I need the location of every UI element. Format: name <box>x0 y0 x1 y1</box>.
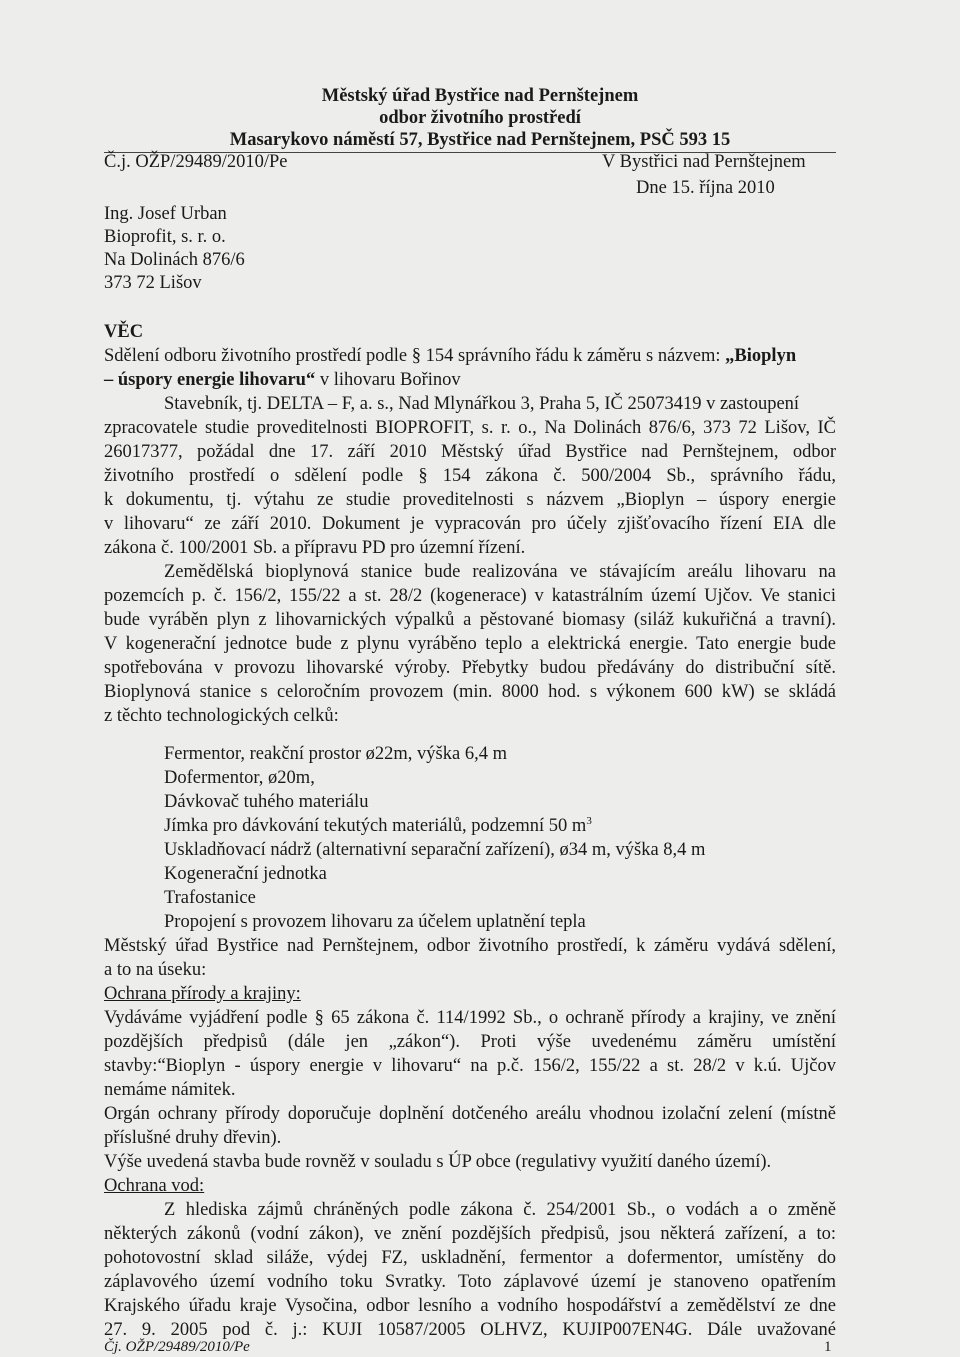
recipient-street: Na Dolinách 876/6 <box>104 250 245 270</box>
p1-line: zpracovatele studie proveditelnosti BIOPROFIT, s. r. o., Na Dolinách 876/6, 373 72 Lišov, IČ <box>104 418 836 438</box>
office-address: Masarykovo náměstí 57, Bystřice nad Pernštejnem, PSČ 593 15 <box>229 130 731 150</box>
p2-line: pozemcích p. č. 156/2, 155/22 a st. 28/2 (kogenerace) v katastrálním území Ujčov. Ve stanici <box>104 586 836 606</box>
p7-line: některých zákonů (vodní zákon), ve znění pozdějších předpisů, jsou některá zařízení, a to: <box>104 1224 836 1244</box>
p7-line: záplavového území vodního toku Svratky. Toto záplavové území je stanoveno opatřením <box>104 1272 836 1292</box>
p7-line: Krajského úřadu kraje Vysočina, odbor lesního a vodního hospodářství a zemědělství ze dne <box>104 1296 836 1316</box>
component-item: Dávkovač tuhého materiálu <box>164 792 369 812</box>
p1-line: zákona č. 100/2001 Sb. a přípravu PD pro územní řízení. <box>104 538 526 558</box>
p4-line: stavby:“Bioplyn - úspory energie v lihovaru“ na p.č. 156/2, 155/22 a st. 28/2 v k.ú. Ujčov <box>104 1056 836 1076</box>
p5-line: Orgán ochrany přírody doporučuje doplnění dotčeného areálu vhodnou izolační zelení (místně <box>104 1104 836 1124</box>
p2-line: spotřebována v provozu lihovarské výroby. Přebytky budou předávány do distribuční sítě. <box>104 658 836 678</box>
section-title-water: Ochrana vod: <box>104 1176 205 1196</box>
page-number: 1 <box>824 1339 832 1355</box>
p1-line: 26017377, požádal dne 17. září 2010 Městský úřad Bystřice nad Pernštejnem, odbor <box>104 442 836 462</box>
p3-line: a to na úseku: <box>104 960 207 980</box>
recipient-name: Ing. Josef Urban <box>104 204 227 224</box>
p7-line: 27. 9. 2005 pod č. j.: KUJI 10587/2005 OLHVZ, KUJIP007EN4G. Dále uvažované <box>104 1320 836 1340</box>
subject-title-start: „Bioplyn <box>725 346 797 366</box>
p4-line: Vydáváme vyjádření podle § 65 zákona č. 114/1992 Sb., o ochraně přírody a krajiny, ve znění <box>104 1008 836 1028</box>
footer-reference: Čj. OŽP/29489/2010/Pe <box>104 1339 250 1355</box>
subject-title-end: – úspory energie lihovaru“ <box>104 370 316 390</box>
date-line: Dne 15. října 2010 <box>636 178 775 198</box>
p1-line: Stavebník, tj. DELTA – F, a. s., Nad Mlynářkou 3, Praha 5, IČ 25073419 v zastoupení <box>164 394 800 414</box>
p1-line: k dokumentu, tj. výtahu ze studie proveditelnosti s názvem „Bioplyn – úspory energie <box>104 490 836 510</box>
recipient-city: 373 72 Lišov <box>104 273 202 293</box>
subject-location: v lihovaru Bořinov <box>315 370 461 390</box>
p6-line: Výše uvedená stavba bude rovněž v souladu s ÚP obce (regulativy využití daného území). <box>104 1152 772 1172</box>
cubic-superscript: 3 <box>586 814 592 827</box>
p3-line: Městský úřad Bystřice nad Pernštejnem, odbor životního prostředí, k záměru vydává sdělení, <box>104 936 836 956</box>
component-item: Dofermentor, ø20m, <box>164 768 315 788</box>
section-title-nature: Ochrana přírody a krajiny: <box>104 984 301 1004</box>
reference-number: Č.j. OŽP/29489/2010/Pe <box>104 152 288 172</box>
component-item-with-unit <box>164 814 592 838</box>
place-line: V Bystřici nad Pernštejnem <box>602 152 806 172</box>
p1-line: v lihovaru“ ze září 2010. Dokument je vypracován pro účely zjišťovacího řízení EIA dle <box>104 514 836 534</box>
p4-line: pozdějších předpisů (dále jen „zákon“). Proti výše uvedenému záměru umístění <box>104 1032 836 1052</box>
subject-text: Sdělení odboru životního prostředí podle § 154 správního řádu k záměru s názvem: <box>104 346 721 366</box>
component-item: Kogenerační jednotka <box>164 864 327 884</box>
component-item: Propojení s provozem lihovaru za účelem uplatnění tepla <box>164 912 586 932</box>
office-name: Městský úřad Bystřice nad Pernštejnem <box>321 86 639 106</box>
component-item: Uskladňovací nádrž (alternativní separační zařízení), ø34 m, výška 8,4 m <box>164 840 706 860</box>
p4-line: nemáme námitek. <box>104 1080 236 1100</box>
subject-line-1 <box>104 344 796 368</box>
component-item: Jímka pro dávkování tekutých materiálů, podzemní 50 m <box>164 816 587 836</box>
p7-line: Z hlediska zájmů chráněných podle zákona č. 254/2001 Sb., o vodách a o změně <box>164 1200 836 1220</box>
component-item: Trafostanice <box>164 888 256 908</box>
p2-line: V kogenerační jednotce bude z plynu vyráběno teplo a elektrická energie. Tato energie bude <box>104 634 836 654</box>
p7-line: pohotovostní sklad siláže, výdej FZ, uskladnění, fermentor a dofermentor, umístěny do <box>104 1248 836 1268</box>
p1-line: životního prostředí o sdělení podle § 154 zákona č. 500/2004 Sb., správního řádu, <box>104 466 836 486</box>
department-name: odbor životního prostředí <box>379 108 581 128</box>
p5-line: příslušné druhy dřevin). <box>104 1128 282 1148</box>
p2-line: z těchto technologických celků: <box>104 706 339 726</box>
p2-line: bude vyráběn plyn z lihovarnických výpalků a pěstované biomasy (siláž kukuřičná a travní). <box>104 610 836 630</box>
component-item: Fermentor, reakční prostor ø22m, výška 6,4 m <box>164 744 507 764</box>
p2-line: Zemědělská bioplynová stanice bude realizována ve stávajícím areálu lihovaru na <box>164 562 836 582</box>
p2-line: Bioplynová stanice s celoročním provozem (min. 8000 hod. s výkonem 600 kW) se skládá <box>104 682 836 702</box>
subject-label: VĚC <box>104 322 144 342</box>
subject-line-2 <box>104 368 461 392</box>
recipient-company: Bioprofit, s. r. o. <box>104 227 226 247</box>
